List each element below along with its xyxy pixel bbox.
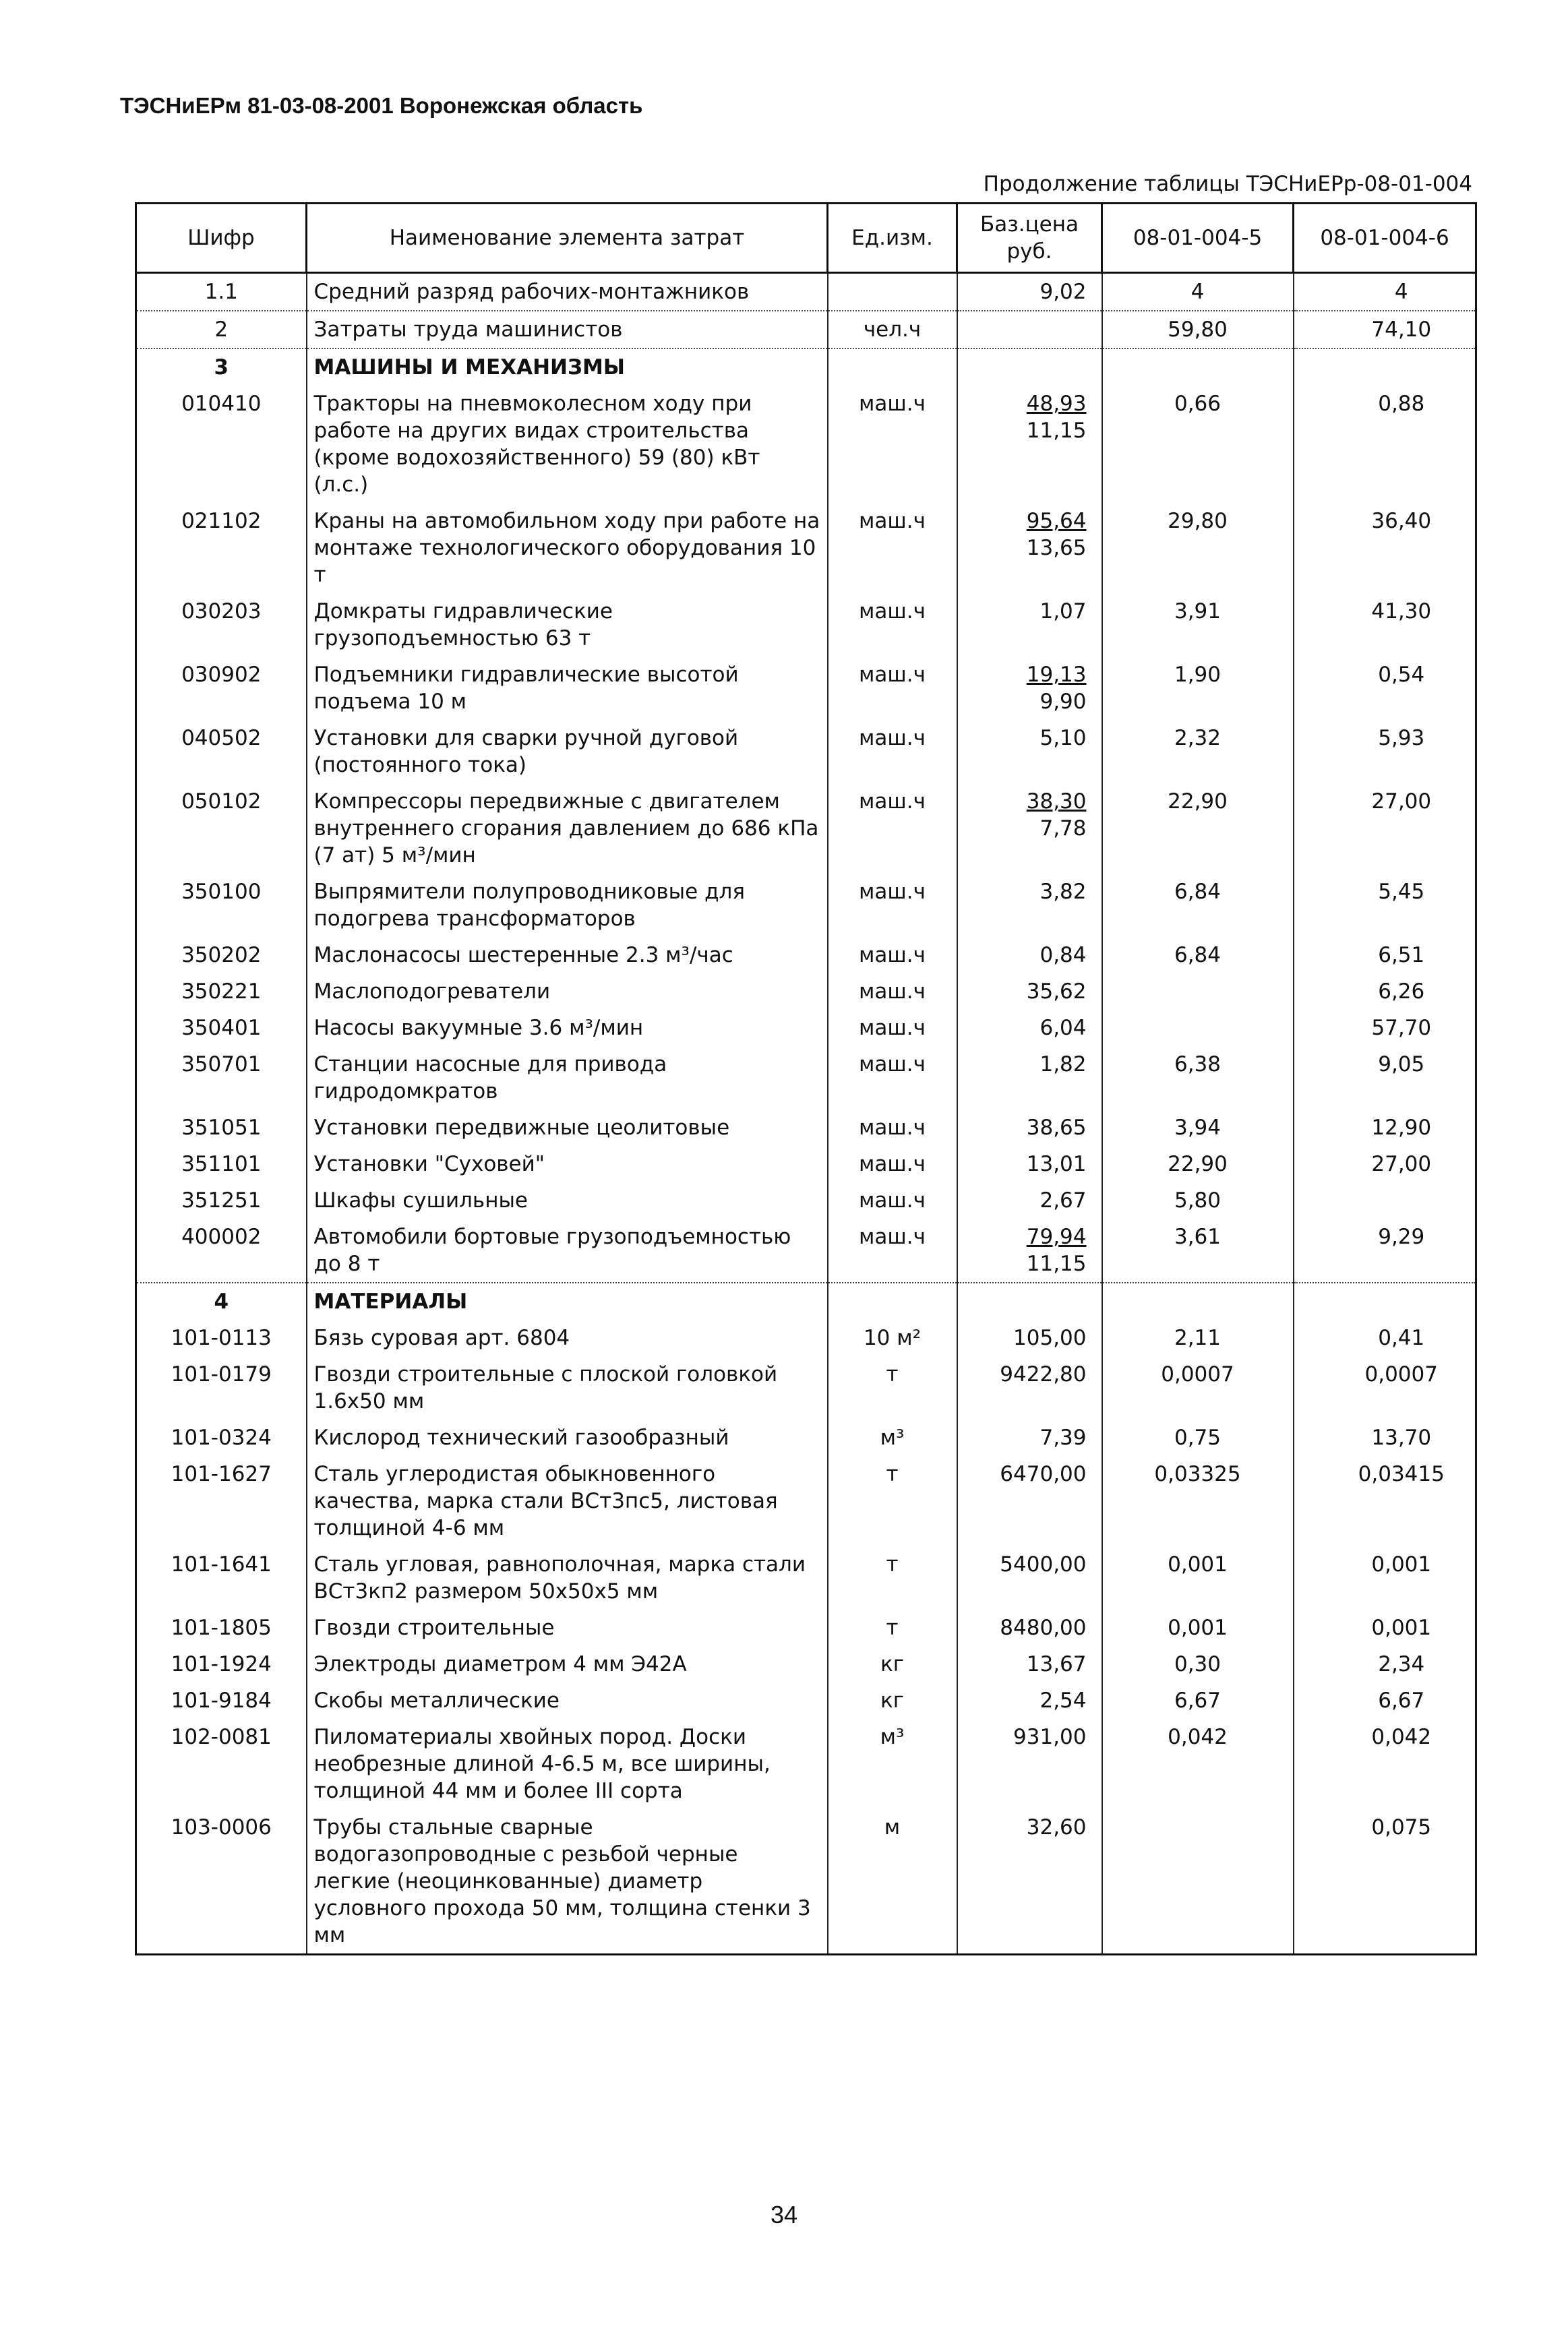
- row-value-norm-5: 0,001: [1102, 1610, 1294, 1646]
- row-code: 010410: [136, 386, 307, 503]
- table-row: [136, 783, 1476, 874]
- row-price: [957, 1356, 1102, 1420]
- table-row: [136, 593, 1476, 657]
- price-top: 2,67: [1039, 1188, 1087, 1213]
- row-value-norm-5: 22,90: [1102, 783, 1294, 874]
- row-unit: маш.ч: [828, 503, 957, 593]
- row-value-norm-6: 2,34: [1294, 1646, 1476, 1682]
- row-price: [957, 593, 1102, 657]
- price-top: 8480,00: [1000, 1616, 1087, 1640]
- row-value-norm-6: 0,88: [1294, 386, 1476, 503]
- row-unit: маш.ч: [828, 1146, 957, 1182]
- row-value-norm-5: 3,94: [1102, 1110, 1294, 1146]
- row-name: Бязь суровая арт. 6804: [307, 1320, 828, 1356]
- table-row: [136, 1546, 1476, 1610]
- row-price: [957, 1110, 1102, 1146]
- table-row: [136, 1456, 1476, 1546]
- row-code: 103-0006: [136, 1809, 307, 1955]
- row-code: 102-0081: [136, 1719, 307, 1809]
- price-top: 0,84: [1039, 943, 1087, 967]
- row-name: Сталь углеродистая обыкновенного качества, марка стали ВСт3пс5, листовая толщиной 4-6 мм: [307, 1456, 828, 1546]
- column-header-price: Баз.цена руб.: [957, 204, 1102, 273]
- row-unit: маш.ч: [828, 1219, 957, 1283]
- row-value-norm-6: 6,26: [1294, 973, 1476, 1010]
- row-price: [957, 311, 1102, 348]
- table-row: [136, 1356, 1476, 1420]
- row-unit: [828, 1283, 957, 1320]
- row-code: 030203: [136, 593, 307, 657]
- table-row: [136, 311, 1476, 348]
- price-bottom: 9,90: [1039, 690, 1087, 714]
- row-price: [957, 1610, 1102, 1646]
- table-row: [136, 273, 1476, 311]
- cost-table: [135, 202, 1477, 1955]
- page-number: 34: [770, 2201, 798, 2228]
- row-name: Домкраты гидравлические грузоподъемностью 63 т: [307, 593, 828, 657]
- row-price: [957, 657, 1102, 720]
- row-code: 3: [136, 348, 307, 386]
- row-price: [957, 1146, 1102, 1182]
- row-name: Установки "Суховей": [307, 1146, 828, 1182]
- row-name: Скобы металлические: [307, 1682, 828, 1719]
- table-row: [136, 348, 1476, 386]
- row-price: [957, 973, 1102, 1010]
- table-row: [136, 386, 1476, 503]
- row-value-norm-5: 2,11: [1102, 1320, 1294, 1356]
- row-name: Пиломатериалы хвойных пород. Доски необрезные длиной 4-6.5 м, все ширины, толщиной 44 мм и более III сорта: [307, 1719, 828, 1809]
- row-code: 4: [136, 1283, 307, 1320]
- table-body: [136, 273, 1476, 1955]
- row-value-norm-6: 27,00: [1294, 783, 1476, 874]
- row-value-norm-6: 5,93: [1294, 720, 1476, 783]
- row-price: [957, 1182, 1102, 1219]
- table-row: [136, 1010, 1476, 1046]
- price-top: 19,13: [1026, 663, 1087, 687]
- table-row: [136, 1682, 1476, 1719]
- row-name: Компрессоры передвижные с двигателем внутреннего сгорания давлением до 686 кПа (7 ат) 5 м³/мин: [307, 783, 828, 874]
- row-price: [957, 1010, 1102, 1046]
- price-top: 5,10: [1039, 726, 1087, 750]
- table-continuation-caption: Продолжение таблицы ТЭСНиЕРр-08-01-004: [983, 172, 1472, 196]
- row-code: 351251: [136, 1182, 307, 1219]
- table-row: [136, 1110, 1476, 1146]
- row-code: 351051: [136, 1110, 307, 1146]
- row-code: 101-1924: [136, 1646, 307, 1682]
- row-value-norm-5: 0,03325: [1102, 1456, 1294, 1546]
- row-name: Шкафы сушильные: [307, 1182, 828, 1219]
- row-code: 021102: [136, 503, 307, 593]
- price-bottom: 7,78: [1039, 816, 1087, 841]
- row-code: 350401: [136, 1010, 307, 1046]
- table-row: [136, 1420, 1476, 1456]
- row-value-norm-5: [1102, 1010, 1294, 1046]
- row-unit: маш.ч: [828, 874, 957, 937]
- row-value-norm-6: [1294, 348, 1476, 386]
- price-top: 9422,80: [1000, 1362, 1087, 1387]
- row-name: Краны на автомобильном ходу при работе на монтаже технологического оборудования 10 т: [307, 503, 828, 593]
- row-code: 101-1627: [136, 1456, 307, 1546]
- price-top: 5400,00: [1000, 1552, 1087, 1577]
- price-top: 1,82: [1039, 1052, 1087, 1076]
- row-unit: маш.ч: [828, 1110, 957, 1146]
- row-value-norm-6: 0,042: [1294, 1719, 1476, 1809]
- row-value-norm-5: 2,32: [1102, 720, 1294, 783]
- row-code: 101-0113: [136, 1320, 307, 1356]
- row-unit: 10 м²: [828, 1320, 957, 1356]
- row-unit: чел.ч: [828, 311, 957, 348]
- row-price: [957, 503, 1102, 593]
- price-top: 13,01: [1026, 1152, 1087, 1176]
- row-price: [957, 1719, 1102, 1809]
- table-row: [136, 1182, 1476, 1219]
- row-value-norm-6: 5,45: [1294, 874, 1476, 937]
- row-code: 050102: [136, 783, 307, 874]
- row-unit: кг: [828, 1682, 957, 1719]
- row-value-norm-6: 0,54: [1294, 657, 1476, 720]
- table-row: [136, 1610, 1476, 1646]
- row-value-norm-6: 9,05: [1294, 1046, 1476, 1110]
- row-price: [957, 1320, 1102, 1356]
- column-header-name: Наименование элемента затрат: [307, 204, 828, 273]
- row-value-norm-6: 0,03415: [1294, 1456, 1476, 1546]
- row-value-norm-6: 41,30: [1294, 593, 1476, 657]
- row-unit: маш.ч: [828, 1182, 957, 1219]
- row-value-norm-6: [1294, 1283, 1476, 1320]
- column-header-norm-6: 08-01-004-6: [1294, 204, 1476, 273]
- price-bottom: 13,65: [1026, 536, 1087, 560]
- row-name: Маслонасосы шестеренные 2.3 м³/час: [307, 937, 828, 973]
- row-code: 101-1805: [136, 1610, 307, 1646]
- row-price: [957, 1420, 1102, 1456]
- row-name: Насосы вакуумные 3.6 м³/мин: [307, 1010, 828, 1046]
- price-top: 38,30: [1026, 789, 1087, 814]
- price-top: 95,64: [1026, 509, 1087, 533]
- row-value-norm-6: 0,075: [1294, 1809, 1476, 1955]
- row-value-norm-5: 0,75: [1102, 1420, 1294, 1456]
- row-unit: маш.ч: [828, 720, 957, 783]
- row-unit: м³: [828, 1420, 957, 1456]
- price-top: 3,82: [1039, 880, 1087, 904]
- row-value-norm-5: 0,001: [1102, 1546, 1294, 1610]
- row-value-norm-5: 6,38: [1102, 1046, 1294, 1110]
- row-code: 030902: [136, 657, 307, 720]
- table-row: [136, 1646, 1476, 1682]
- price-top: 1,07: [1039, 599, 1087, 624]
- row-value-norm-5: 59,80: [1102, 311, 1294, 348]
- row-value-norm-6: [1294, 1182, 1476, 1219]
- table-row: [136, 1719, 1476, 1809]
- row-value-norm-5: [1102, 1809, 1294, 1955]
- row-unit: кг: [828, 1646, 957, 1682]
- price-top: 931,00: [1013, 1725, 1087, 1749]
- row-unit: [828, 348, 957, 386]
- row-value-norm-5: 3,61: [1102, 1219, 1294, 1283]
- row-name: Электроды диаметром 4 мм Э42А: [307, 1646, 828, 1682]
- row-value-norm-5: 6,84: [1102, 874, 1294, 937]
- row-code: 400002: [136, 1219, 307, 1283]
- row-value-norm-5: [1102, 973, 1294, 1010]
- row-value-norm-5: 6,84: [1102, 937, 1294, 973]
- row-name: МАШИНЫ И МЕХАНИЗМЫ: [307, 348, 828, 386]
- row-value-norm-5: 6,67: [1102, 1682, 1294, 1719]
- row-name: Средний разряд рабочих-монтажников: [307, 273, 828, 311]
- row-name: Подъемники гидравлические высотой подъема 10 м: [307, 657, 828, 720]
- cost-table-wrapper: [135, 202, 1475, 1955]
- row-code: 101-0179: [136, 1356, 307, 1420]
- price-top: 13,67: [1026, 1652, 1087, 1676]
- row-code: 101-9184: [136, 1682, 307, 1719]
- row-name: Затраты труда машинистов: [307, 311, 828, 348]
- row-value-norm-6: 0,001: [1294, 1546, 1476, 1610]
- price-top: 48,93: [1026, 392, 1087, 416]
- column-header-code: Шифр: [136, 204, 307, 273]
- table-row: [136, 1146, 1476, 1182]
- price-top: 38,65: [1026, 1116, 1087, 1140]
- price-top: 2,54: [1039, 1689, 1087, 1713]
- row-name: Гвозди строительные: [307, 1610, 828, 1646]
- row-value-norm-6: 57,70: [1294, 1010, 1476, 1046]
- row-price: [957, 874, 1102, 937]
- row-code: 350100: [136, 874, 307, 937]
- row-price: [957, 1682, 1102, 1719]
- row-code: 101-0324: [136, 1420, 307, 1456]
- row-name: Кислород технический газообразный: [307, 1420, 828, 1456]
- table-row: [136, 1219, 1476, 1283]
- row-unit: маш.ч: [828, 783, 957, 874]
- price-bottom: 11,15: [1026, 419, 1087, 443]
- row-price: [957, 348, 1102, 386]
- row-price: [957, 1219, 1102, 1283]
- row-name: Трубы стальные сварные водогазопроводные с резьбой черные легкие (неоцинкованные) диаметр условного прохода 50 мм, толщина стенки 3 мм: [307, 1809, 828, 1955]
- price-top: 105,00: [1013, 1326, 1087, 1350]
- table-row: [136, 937, 1476, 973]
- row-value-norm-6: 36,40: [1294, 503, 1476, 593]
- price-bottom: 11,15: [1026, 1252, 1087, 1276]
- row-price: [957, 1046, 1102, 1110]
- row-value-norm-6: 0,41: [1294, 1320, 1476, 1356]
- table-row: [136, 720, 1476, 783]
- row-unit: т: [828, 1546, 957, 1610]
- row-name: Установки передвижные цеолитовые: [307, 1110, 828, 1146]
- row-unit: т: [828, 1456, 957, 1546]
- table-header-row: [136, 204, 1476, 273]
- row-name: МАТЕРИАЛЫ: [307, 1283, 828, 1320]
- row-name: Сталь угловая, равнополочная, марка стали ВСт3кп2 размером 50х50х5 мм: [307, 1546, 828, 1610]
- row-name: Гвозди строительные с плоской головкой 1.6х50 мм: [307, 1356, 828, 1420]
- row-price: [957, 1809, 1102, 1955]
- row-unit: м³: [828, 1719, 957, 1809]
- row-unit: [828, 273, 957, 311]
- row-value-norm-5: [1102, 348, 1294, 386]
- row-value-norm-6: 6,67: [1294, 1682, 1476, 1719]
- table-row: [136, 973, 1476, 1010]
- row-value-norm-6: 6,51: [1294, 937, 1476, 973]
- price-top: 9,02: [1039, 280, 1087, 304]
- row-price: [957, 273, 1102, 311]
- row-name: Станции насосные для привода гидродомкратов: [307, 1046, 828, 1110]
- column-header-unit: Ед.изм.: [828, 204, 957, 273]
- table-row: [136, 503, 1476, 593]
- table-row: [136, 1809, 1476, 1955]
- row-unit: маш.ч: [828, 657, 957, 720]
- row-value-norm-6: 12,90: [1294, 1110, 1476, 1146]
- row-code: 350221: [136, 973, 307, 1010]
- table-row: [136, 1320, 1476, 1356]
- row-code: 101-1641: [136, 1546, 307, 1610]
- row-name: Установки для сварки ручной дуговой (постоянного тока): [307, 720, 828, 783]
- row-value-norm-5: 0,042: [1102, 1719, 1294, 1809]
- row-unit: маш.ч: [828, 937, 957, 973]
- price-top: 6,04: [1039, 1016, 1087, 1040]
- row-name: Автомобили бортовые грузоподъемностью до 8 т: [307, 1219, 828, 1283]
- row-value-norm-6: 13,70: [1294, 1420, 1476, 1456]
- table-row: [136, 1046, 1476, 1110]
- row-value-norm-5: 3,91: [1102, 593, 1294, 657]
- row-value-norm-5: 4: [1102, 273, 1294, 311]
- row-value-norm-5: 0,30: [1102, 1646, 1294, 1682]
- row-value-norm-5: 5,80: [1102, 1182, 1294, 1219]
- row-price: [957, 1283, 1102, 1320]
- row-price: [957, 1546, 1102, 1610]
- row-value-norm-5: 0,66: [1102, 386, 1294, 503]
- row-value-norm-6: 74,10: [1294, 311, 1476, 348]
- table-row: [136, 1283, 1476, 1320]
- row-value-norm-6: 0,001: [1294, 1610, 1476, 1646]
- row-name: Выпрямители полупроводниковые для подогрева трансформаторов: [307, 874, 828, 937]
- row-value-norm-6: 4: [1294, 273, 1476, 311]
- row-unit: т: [828, 1610, 957, 1646]
- row-unit: т: [828, 1356, 957, 1420]
- table-row: [136, 657, 1476, 720]
- row-price: [957, 783, 1102, 874]
- row-code: 1.1: [136, 273, 307, 311]
- row-price: [957, 386, 1102, 503]
- table-row: [136, 874, 1476, 937]
- row-price: [957, 1456, 1102, 1546]
- price-top: 6470,00: [1000, 1462, 1087, 1486]
- row-price: [957, 937, 1102, 973]
- row-unit: маш.ч: [828, 973, 957, 1010]
- row-price: [957, 720, 1102, 783]
- row-code: 350701: [136, 1046, 307, 1110]
- row-code: 350202: [136, 937, 307, 973]
- price-top: 32,60: [1026, 1815, 1087, 1840]
- row-unit: маш.ч: [828, 593, 957, 657]
- row-value-norm-5: 29,80: [1102, 503, 1294, 593]
- row-price: [957, 1646, 1102, 1682]
- row-name: Тракторы на пневмоколесном ходу при работе на других видах строительства (кроме водохозяйственного) 59 (80) кВт (л.с.): [307, 386, 828, 503]
- row-value-norm-5: [1102, 1283, 1294, 1320]
- price-top: 79,94: [1026, 1225, 1087, 1249]
- row-name: Маслоподогреватели: [307, 973, 828, 1010]
- row-unit: маш.ч: [828, 1010, 957, 1046]
- row-unit: маш.ч: [828, 386, 957, 503]
- row-value-norm-5: 22,90: [1102, 1146, 1294, 1182]
- row-value-norm-6: 0,0007: [1294, 1356, 1476, 1420]
- row-code: 351101: [136, 1146, 307, 1182]
- document-header: ТЭСНиЕРм 81-03-08-2001 Воронежская область: [120, 93, 643, 118]
- row-unit: м: [828, 1809, 957, 1955]
- row-value-norm-6: 27,00: [1294, 1146, 1476, 1182]
- price-top: 35,62: [1026, 979, 1087, 1004]
- column-header-norm-5: 08-01-004-5: [1102, 204, 1294, 273]
- row-value-norm-5: 0,0007: [1102, 1356, 1294, 1420]
- row-code: 2: [136, 311, 307, 348]
- row-value-norm-6: 9,29: [1294, 1219, 1476, 1283]
- row-code: 040502: [136, 720, 307, 783]
- price-top: 7,39: [1039, 1426, 1087, 1450]
- row-value-norm-5: 1,90: [1102, 657, 1294, 720]
- row-unit: маш.ч: [828, 1046, 957, 1110]
